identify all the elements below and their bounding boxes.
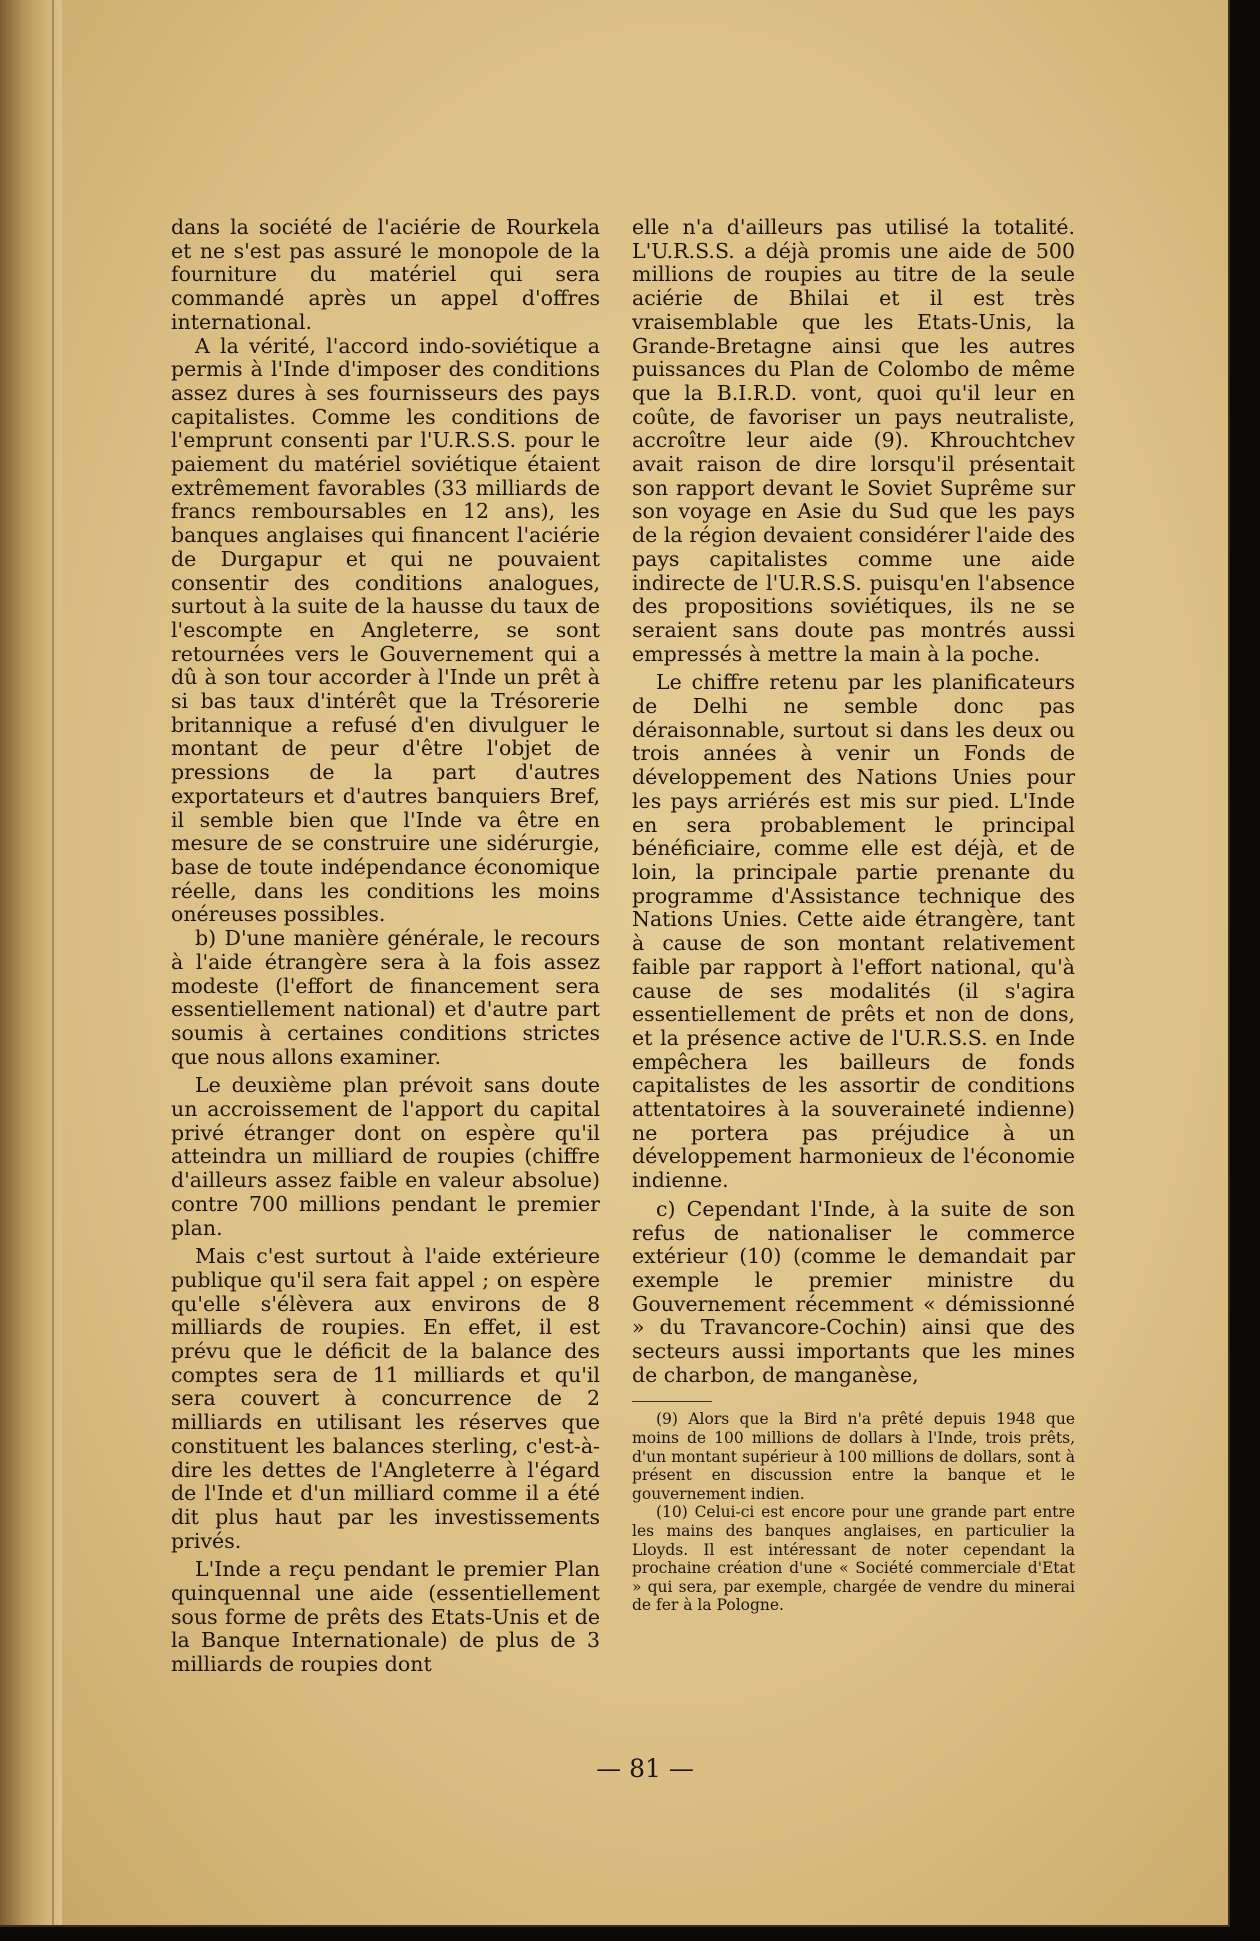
left-text-column bbox=[171, 216, 600, 1677]
footnote-10: (10) Celui-ci est encore pour une grande part entre les mains des banques anglaises, en particulier la Lloyds. Il est intéressant de noter cependant la prochaine création d'une « Société commerciale d'Etat » qui sera, par exemple, chargée de vendre du minerai de fer à la Pologne. bbox=[632, 1503, 1075, 1615]
page-number: — 81 — bbox=[596, 1754, 694, 1783]
paragraph: dans la société de l'aciérie de Rourkela et ne s'est pas assuré le monopole de la fourniture du matériel qui sera commandé après un appel d'offres international. bbox=[171, 215, 600, 334]
gutter-fold-line bbox=[52, 0, 54, 1925]
paragraph: Le chiffre retenu par les planificateurs de Delhi ne semble donc pas déraisonnable, surtout si dans les deux ou trois années à venir un Fonds de développement des Nations Unies pour les pays arriérés est mis sur pied. L'Inde en sera probablement le principal bénéficiaire, comme elle est déjà, et de loin, la principale partie prenante du programme d'Assistance technique des Nations Unies. Cette aide étrangère, tant à cause de son montant relativement faible par rapport à l'effort national, qu'à cause de ses modalités (il s'agira essentiellement de prêts et non de dons, et la présence active de l'U.R.S.S. en Inde empêchera les bailleurs de fonds capitalistes de les assortir de conditions attentatoires à la souveraineté indienne) ne portera pas préjudice à un développement harmonieux de l'économie indienne. bbox=[632, 670, 1075, 1193]
paragraph: A la vérité, l'accord indo-soviétique a permis à l'Inde d'imposer des conditions assez dures à ses fournisseurs des pays capitalistes. Comme les conditions de l'emprunt consenti par l'U.R.S.S. pour le paiement du matériel soviétique étaient extrêmement favorables (33 milliards de francs remboursables en 12 ans), les banques anglaises qui financent l'aciérie de Durgapur et qui ne pouvaient consentir des conditions analogues, surtout à la suite de la hausse du taux de l'escompte en Angleterre, se sont retournées vers le Gouvernement qui a dû à son tour accorder à l'Inde un prêt à si bas taux d'intérêt que la Trésorerie britannique a refusé d'en divulguer le montant de peur d'être l'objet de pressions de la part d'autres exportateurs et d'autres banquiers Bref, il semble bien que l'Inde va être en mesure de se construire une sidérurgie, base de toute indépendance économique réelle, dans les conditions les moins onéreuses possibles. bbox=[171, 333, 600, 927]
right-text-column bbox=[632, 216, 1075, 1615]
footnote-rule bbox=[632, 1401, 712, 1402]
paragraph: b) D'une manière générale, le recours à l'aide étrangère sera à la fois assez modeste (l'effort de financement sera essentiellement national) et d'autre part soumis à certaines conditions strictes que nous allons examiner. bbox=[171, 926, 600, 1069]
paragraph: c) Cependant l'Inde, à la suite de son refus de nationaliser le commerce extérieur (10) (comme le demandait par exemple le premier ministre du Gouvernement récemment « démissionné » du Travancore-Cochin) ainsi que des secteurs aussi importants que les mines de charbon, de manganèse, bbox=[632, 1196, 1075, 1387]
footnote-9: (9) Alors que la Bird n'a prêté depuis 1948 que moins de 100 millions de dollars à l'Inde, trois prêts, d'un montant supérieur à 100 millions de dollars, sont à présent en discussion entre la banque et le gouvernement indien. bbox=[632, 1410, 1075, 1503]
paragraph: L'Inde a reçu pendant le premier Plan quinquennal une aide (essentiellement sous forme de prêts des Etats-Unis et de la Banque Internationale) de plus de 3 milliards de roupies dont bbox=[171, 1557, 600, 1677]
paragraph: Le deuxième plan prévoit sans doute un accroissement de l'apport du capital privé étranger dont on espère qu'il atteindra un milliard de roupies (chiffre d'ailleurs assez faible en valeur absolue) contre 700 millions pendant le premier plan. bbox=[171, 1073, 600, 1240]
paragraph: elle n'a d'ailleurs pas utilisé la totalité. L'U.R.S.S. a déjà promis une aide de 500 millions de roupies au titre de la seule aciérie de Bhilai et il est très vraisemblable que les Etats-Unis, la Grande-Bretagne ainsi que les autres puissances du Plan de Colombo de même que la B.I.R.D. vont, quoi qu'il leur en coûte, de favoriser un pays neutraliste, accroître leur aide (9). Khrouchtchev avait raison de dire lorsqu'il présentait son rapport devant le Soviet Suprême sur son voyage en Asie du Sud que les pays de la région devaient considérer l'aide des pays capitalistes comme une aide indirecte de l'U.R.S.S. puisqu'en l'absence des propositions soviétiques, ils ne se seraient sans doute pas montrés aussi empressés à mettre la main à la poche. bbox=[632, 215, 1075, 666]
paragraph: Mais c'est surtout à l'aide extérieure publique qu'il sera fait appel ; on espère qu'elle s'élèvera aux environs de 8 milliards de roupies. En effet, il est prévu que le déficit de la balance des comptes sera de 11 milliards et qu'il sera couvert à concurrence de 2 milliards en utilisant les réserves que constituent les balances sterling, c'est-à-dire les dettes de l'Angleterre à l'égard de l'Inde et d'un milliard comme il a été dit plus haut par les investissements privés. bbox=[171, 1244, 600, 1553]
